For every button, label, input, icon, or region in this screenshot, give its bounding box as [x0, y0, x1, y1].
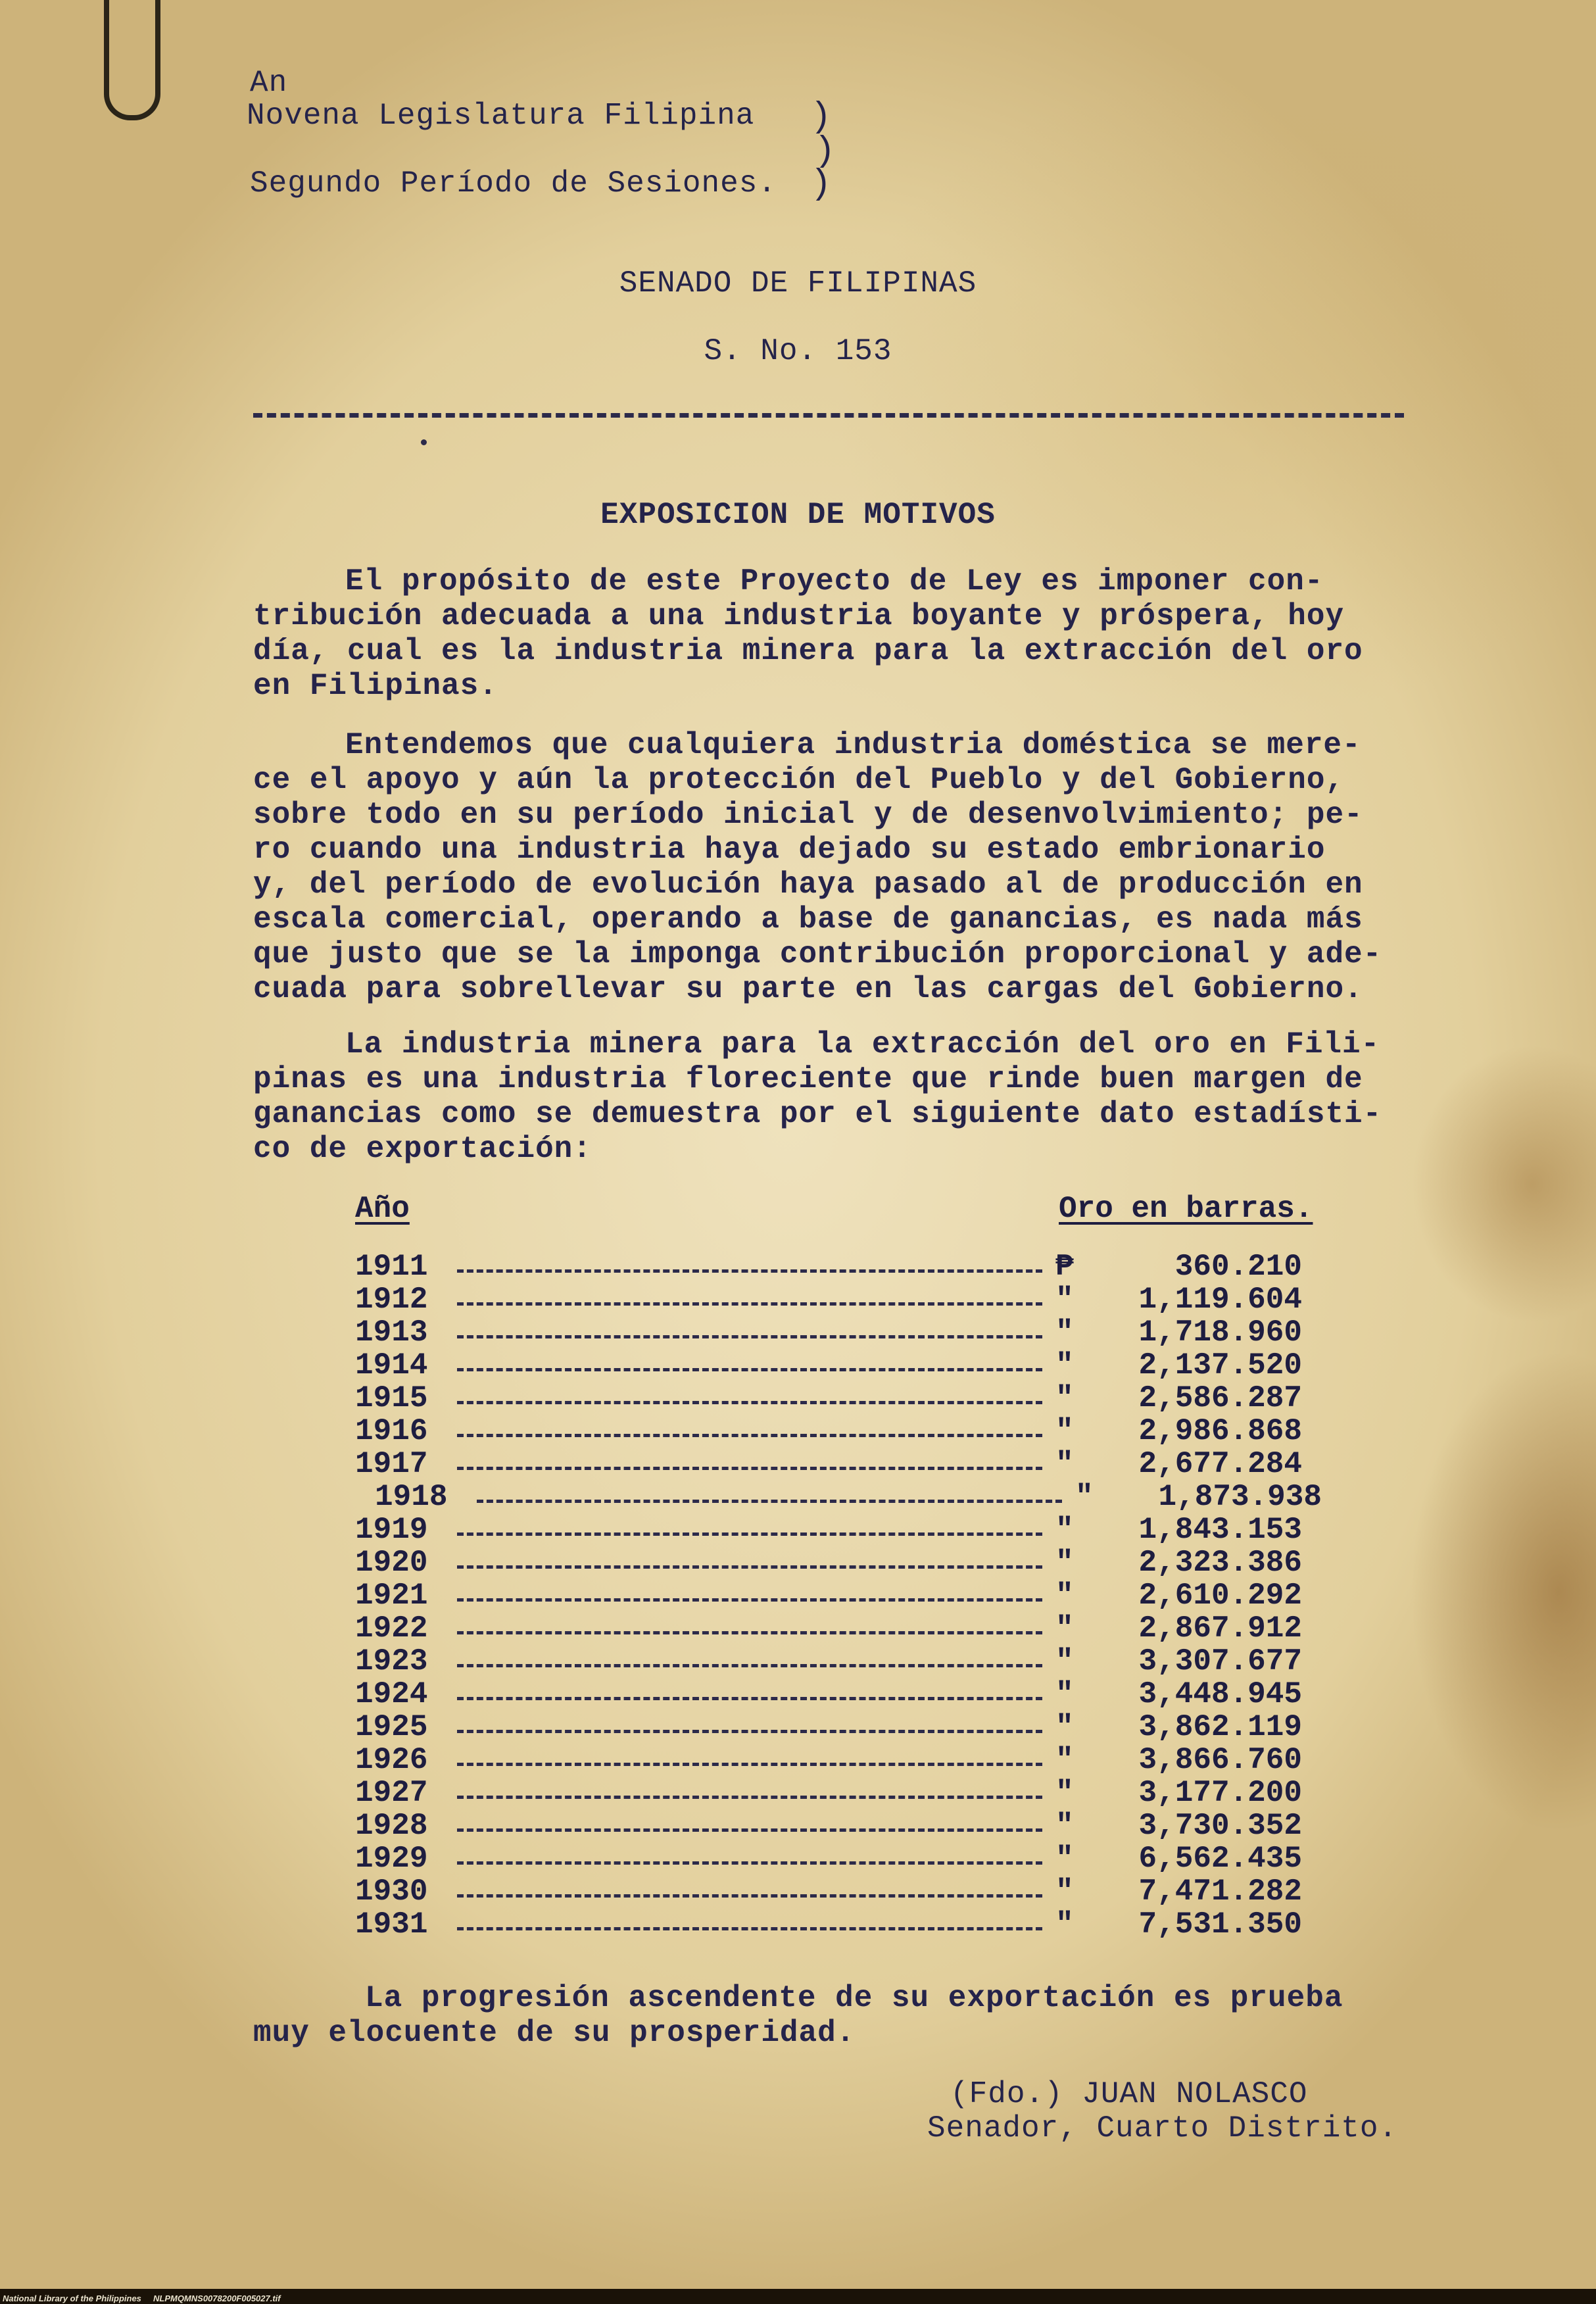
dash-leader — [457, 1269, 1042, 1273]
dash-leader — [457, 1467, 1042, 1470]
dash-leader — [457, 1894, 1042, 1898]
dash-leader — [457, 1335, 1042, 1338]
row-year: 1923 — [355, 1644, 428, 1679]
signature-title: Senador, Cuarto Distrito. — [927, 2111, 1398, 2145]
dash-leader — [457, 1565, 1042, 1569]
row-year: 1925 — [355, 1710, 428, 1744]
table-row — [349, 1315, 1302, 1348]
dash-leader — [477, 1500, 1062, 1503]
currency-symbol: ₱ — [1055, 1250, 1074, 1284]
ditto-mark: " — [1055, 1907, 1074, 1942]
ditto-mark: " — [1055, 1842, 1074, 1876]
ink-dot — [421, 439, 427, 445]
paragraph-1: El propósito de este Proyecto de Ley es imponer con- tribución adecuada a una industria boyante y próspera, hoy día, cual es la industria minera para la extracción del oro en Filipinas. — [253, 564, 1363, 703]
row-year: 1924 — [355, 1677, 428, 1711]
row-amount: 2,986.868 — [1138, 1414, 1302, 1448]
row-year: 1919 — [355, 1513, 428, 1547]
row-amount: 2,323.386 — [1138, 1546, 1302, 1580]
ditto-mark: " — [1055, 1677, 1074, 1711]
ditto-mark: " — [1055, 1809, 1074, 1843]
table-row — [349, 1611, 1302, 1644]
ditto-mark: " — [1055, 1743, 1074, 1777]
row-amount: 3,307.677 — [1138, 1644, 1302, 1679]
table-row — [349, 1348, 1302, 1381]
footer-archive: National Library of the Philippines — [3, 2293, 141, 2303]
table-row — [349, 1283, 1302, 1315]
row-amount: 3,448.945 — [1138, 1677, 1302, 1711]
ditto-mark: " — [1055, 1546, 1074, 1580]
row-year: 1926 — [355, 1743, 428, 1777]
closing-paragraph: La progresión ascendente de su exportación es prueba muy elocuente de su prosperidad. — [253, 1981, 1343, 2050]
ditto-mark: " — [1055, 1710, 1074, 1744]
row-amount: 1,119.604 — [1138, 1283, 1302, 1317]
row-year: 1922 — [355, 1611, 428, 1646]
dash-leader — [457, 1796, 1042, 1799]
ditto-mark: " — [1055, 1579, 1074, 1613]
row-year: 1928 — [355, 1809, 428, 1843]
header-session: Segundo Período de Sesiones. — [250, 166, 777, 201]
header-an: An — [250, 66, 288, 100]
table-row — [349, 1907, 1302, 1940]
row-year: 1920 — [355, 1546, 428, 1580]
paperclip-icon — [104, 0, 160, 120]
table-row — [349, 1710, 1302, 1743]
ditto-mark: " — [1055, 1348, 1074, 1383]
ditto-mark: " — [1055, 1283, 1074, 1317]
footer-file: NLPMQMNS0078200F005027.tif — [153, 2293, 281, 2303]
ditto-mark: " — [1055, 1447, 1074, 1481]
row-year: 1916 — [355, 1414, 428, 1448]
row-amount: 2,610.292 — [1138, 1579, 1302, 1613]
row-amount: 3,862.119 — [1138, 1710, 1302, 1744]
row-year: 1929 — [355, 1842, 428, 1876]
header-legislature: Novena Legislatura Filipina — [247, 99, 755, 133]
dash-leader — [457, 1730, 1042, 1733]
dash-leader — [457, 1434, 1042, 1437]
brace-icon: ) — [810, 97, 833, 137]
row-amount: 6,562.435 — [1138, 1842, 1302, 1876]
dash-leader — [457, 1532, 1042, 1536]
table-row — [349, 1875, 1302, 1907]
section-title: EXPOSICION DE MOTIVOS — [600, 498, 996, 532]
table-row — [349, 1579, 1302, 1611]
table-row — [349, 1381, 1302, 1414]
ditto-mark: " — [1055, 1513, 1074, 1547]
table-row — [349, 1546, 1302, 1579]
dash-leader — [457, 1368, 1042, 1371]
ditto-mark: " — [1055, 1381, 1074, 1415]
row-amount: 3,730.352 — [1138, 1809, 1302, 1843]
row-year: 1911 — [355, 1250, 428, 1284]
row-amount: 2,137.520 — [1138, 1348, 1302, 1383]
table-row — [368, 1480, 1322, 1513]
dash-leader — [457, 1697, 1042, 1700]
paragraph-2: Entendemos que cualquiera industria doméstica se mere- ce el apoyo y aún la protección del Pueblo y del Gobierno, sobre todo en su período inicial y de desenvolvimiento; pe- ro cuando una industria haya dejado su estado embrionario y, del período de evolución haya pasado al de producción en escala comercial, operando a base de ganancias, es nada más que justo que se la imponga contribución proporcional y ade- cuada para sobrellevar su parte en las cargas del Gobierno. — [253, 728, 1382, 1006]
row-year: 1927 — [355, 1776, 428, 1810]
row-amount: 360.210 — [1174, 1250, 1302, 1284]
row-year: 1914 — [355, 1348, 428, 1383]
row-amount: 2,586.287 — [1138, 1381, 1302, 1415]
ditto-mark: " — [1055, 1776, 1074, 1810]
dash-leader — [457, 1631, 1042, 1634]
brace-icon: ) — [810, 164, 833, 205]
table-row — [349, 1842, 1302, 1875]
table-row — [349, 1677, 1302, 1710]
table-row — [349, 1743, 1302, 1776]
row-amount: 7,531.350 — [1138, 1907, 1302, 1942]
row-amount: 2,867.912 — [1138, 1611, 1302, 1646]
ditto-mark: " — [1055, 1644, 1074, 1679]
row-amount: 7,471.282 — [1138, 1875, 1302, 1909]
senate-heading: SENADO DE FILIPINAS — [619, 266, 977, 301]
dash-leader — [457, 1927, 1042, 1930]
row-year: 1913 — [355, 1315, 428, 1350]
row-amount: 3,866.760 — [1138, 1743, 1302, 1777]
dash-leader — [457, 1763, 1042, 1766]
table-row — [349, 1644, 1302, 1677]
table-row — [349, 1414, 1302, 1447]
separator-dashes — [253, 413, 1404, 418]
column-header-gold: Oro en barras. — [1059, 1192, 1313, 1226]
paragraph-3: La industria minera para la extracción del oro en Fili- pinas es una industria floreciente que rinde buen margen de ganancias como se demuestra por el siguiente dato estadísti- co de exportación: — [253, 1027, 1382, 1166]
row-year: 1917 — [355, 1447, 428, 1481]
dash-leader — [457, 1828, 1042, 1832]
ditto-mark: " — [1055, 1315, 1074, 1350]
table-row — [349, 1776, 1302, 1809]
dash-leader — [457, 1664, 1042, 1667]
ditto-mark: " — [1055, 1414, 1074, 1448]
bill-number: S. No. 153 — [704, 334, 892, 368]
dash-leader — [457, 1401, 1042, 1404]
signature-name: (Fdo.) JUAN NOLASCO — [950, 2077, 1308, 2111]
column-header-year: Año — [355, 1192, 410, 1226]
footer-caption — [3, 2293, 281, 2303]
row-amount: 1,873.938 — [1158, 1480, 1322, 1514]
dash-leader — [457, 1861, 1042, 1865]
dash-leader — [457, 1598, 1042, 1602]
row-amount: 1,718.960 — [1138, 1315, 1302, 1350]
table-row — [349, 1513, 1302, 1546]
table-row — [349, 1250, 1302, 1283]
ditto-mark: " — [1075, 1480, 1094, 1514]
row-amount: 1,843.153 — [1138, 1513, 1302, 1547]
table-row — [349, 1809, 1302, 1842]
row-amount: 2,677.284 — [1138, 1447, 1302, 1481]
dash-leader — [457, 1302, 1042, 1306]
table-row — [349, 1447, 1302, 1480]
row-amount: 3,177.200 — [1138, 1776, 1302, 1810]
row-year: 1918 — [375, 1480, 448, 1514]
row-year: 1915 — [355, 1381, 428, 1415]
row-year: 1921 — [355, 1579, 428, 1613]
row-year: 1930 — [355, 1875, 428, 1909]
row-year: 1912 — [355, 1283, 428, 1317]
ditto-mark: " — [1055, 1875, 1074, 1909]
brace-icon: ) — [814, 132, 836, 172]
row-year: 1931 — [355, 1907, 428, 1942]
ditto-mark: " — [1055, 1611, 1074, 1646]
